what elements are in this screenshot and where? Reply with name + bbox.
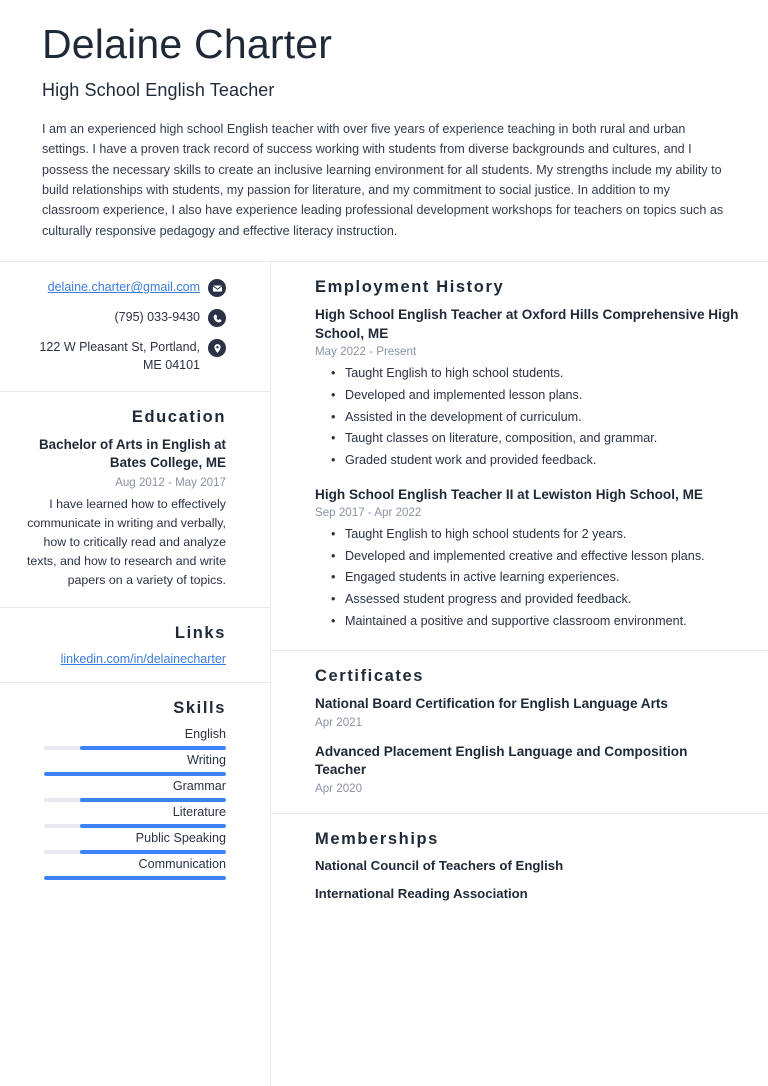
skill-fill	[80, 824, 226, 828]
memberships-section-title: Memberships	[315, 829, 439, 848]
links-section	[0, 608, 270, 683]
skill-track	[44, 850, 226, 854]
link-item-linkedin[interactable]: linkedin.com/in/delainecharter	[60, 651, 226, 666]
contact-item-phone	[20, 308, 226, 327]
bullet-item: • Engaged students in active learning experiences.	[345, 567, 742, 589]
employment-entry-date: May 2022 - Present	[315, 345, 417, 359]
skill-fill	[44, 876, 226, 880]
skill-track	[44, 876, 226, 880]
education-degree: Bachelor of Arts in English at Bates College, ME	[39, 436, 226, 470]
skill-label: Literature	[172, 804, 226, 819]
skill-fill	[80, 746, 226, 750]
phone-icon	[208, 309, 226, 327]
education-entry	[20, 436, 226, 591]
skill-label: Grammar	[172, 778, 226, 793]
envelope-icon	[208, 279, 226, 297]
education-date: Aug 2012 - May 2017	[115, 475, 226, 489]
employment-section	[271, 262, 768, 651]
professional-summary: I am an experienced high school English teacher with over five years of experience teaching in both rural and urban settings. I have a proven track record of success working with students from diverse backgrounds and cultures, and I possess the necessary skills to create an inclusive learning environment for all students. My strengths include my ability to build relationships with students, my passion for literature, and my commitment to social justice. In addition to my classroom experience, I also have experience leading professional development workshops for teachers on topics such as culturally responsive pedagogy and effective literacy instruction.	[42, 121, 724, 238]
sidebar-column	[0, 262, 271, 1086]
sidebar-filler	[0, 896, 270, 1086]
certificate-entry	[315, 743, 742, 795]
skill-item-communication	[20, 857, 226, 880]
certificate-title: Advanced Placement English Language and Composition Teacher	[315, 743, 688, 778]
certificates-section	[271, 651, 768, 813]
certificate-entry	[315, 695, 742, 728]
bullet-item: • Assessed student progress and provided feedback.	[345, 589, 742, 611]
education-description: I have learned how to effectively communicate in writing and verbally, how to critically read and analyze texts, and how to research and write papers on a variety of topics.	[26, 496, 226, 588]
employment-entry-date: Sep 2017 - Apr 2022	[315, 505, 422, 519]
certificate-title: National Board Certification for English Language Arts	[315, 696, 668, 712]
certificates-section-title: Certificates	[315, 667, 425, 686]
bullet-item: • Developed and implemented lesson plans.	[345, 385, 742, 407]
employment-bullet-list	[315, 363, 742, 471]
bullet-item: • Graded student work and provided feedback.	[345, 450, 742, 472]
education-section	[0, 392, 270, 608]
links-section-title: Links	[174, 623, 226, 642]
candidate-name: Delaine Charter	[42, 21, 333, 67]
bullet-item: • Maintained a positive and supportive classroom environment.	[345, 611, 742, 633]
bullet-item: • Assisted in the development of curriculum.	[345, 407, 742, 429]
skill-item-public-speaking	[20, 831, 226, 854]
bullet-item: • Taught English to high school students for 2 years.	[345, 524, 742, 546]
bullet-item: • Taught classes on literature, composition, and grammar.	[345, 428, 742, 450]
bullet-item: • Taught English to high school students.	[345, 363, 742, 385]
skill-item-english	[20, 727, 226, 750]
resume-body	[0, 262, 768, 1086]
employment-bullet-list	[315, 524, 742, 632]
employment-entry	[315, 486, 742, 633]
skill-label: English	[184, 726, 226, 741]
skill-item-grammar	[20, 779, 226, 802]
skill-fill	[44, 772, 226, 776]
contact-item-email[interactable]	[20, 278, 226, 297]
memberships-section	[271, 814, 768, 919]
contact-list	[20, 278, 226, 374]
membership-item: International Reading Association	[315, 885, 528, 901]
email-text[interactable]: delaine.charter@gmail.com	[47, 280, 200, 295]
employment-entry-title: High School English Teacher at Oxford Hills Comprehensive High School, ME	[315, 307, 739, 341]
skill-label: Public Speaking	[135, 830, 226, 845]
skill-track	[44, 746, 226, 750]
skill-fill	[80, 798, 226, 802]
contact-item-address	[20, 338, 226, 374]
skill-label: Writing	[187, 752, 226, 767]
skill-track	[44, 824, 226, 828]
skill-track	[44, 772, 226, 776]
address-text: 122 W Pleasant St, Portland, ME 04101	[39, 340, 200, 373]
membership-item: National Council of Teachers of English	[315, 857, 564, 873]
candidate-job-title: High School English Teacher	[42, 79, 275, 100]
skill-item-literature	[20, 805, 226, 828]
skill-label: Communication	[138, 856, 226, 871]
phone-text: (795) 033-9430	[114, 310, 200, 325]
employment-entry-title: High School English Teacher II at Lewiston High School, ME	[315, 486, 703, 502]
location-pin-icon	[208, 339, 226, 357]
bullet-item: • Developed and implemented creative and effective lesson plans.	[345, 546, 742, 568]
resume-header	[0, 0, 768, 262]
education-section-title: Education	[131, 407, 226, 426]
skill-track	[44, 798, 226, 802]
employment-section-title: Employment History	[315, 278, 505, 297]
main-filler	[271, 919, 768, 1086]
contact-section	[0, 262, 270, 391]
certificate-date: Apr 2021	[315, 715, 363, 729]
certificate-date: Apr 2020	[315, 781, 363, 795]
employment-entry	[315, 306, 742, 471]
skill-fill	[80, 850, 226, 854]
skill-item-writing	[20, 753, 226, 776]
skills-section	[0, 683, 270, 896]
main-column	[271, 262, 768, 1086]
skills-list	[20, 727, 226, 880]
skills-section-title: Skills	[173, 698, 226, 717]
